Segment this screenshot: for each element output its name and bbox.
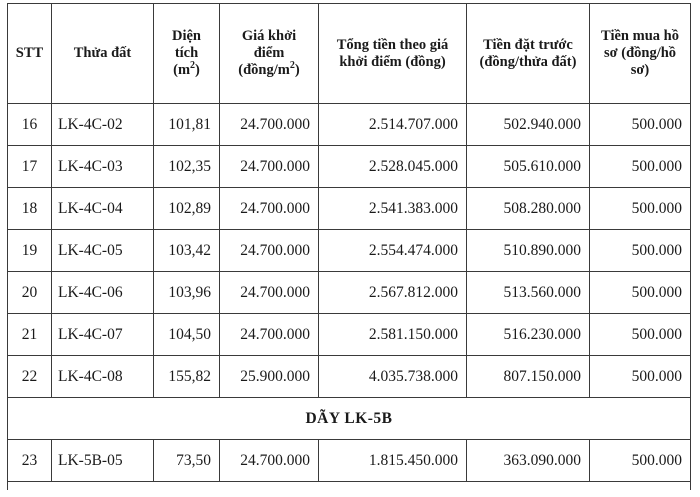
cell-thua-dat: LK-4C-07	[52, 314, 154, 356]
header-stt: STT	[8, 4, 52, 104]
cell-gia-khoi-diem: 24.700.000	[220, 104, 319, 146]
header-tien-mua-ho-so: Tiền mua hồ sơ (đồng/hồ sơ)	[590, 4, 691, 104]
cell-dien-tich: 102,89	[154, 188, 220, 230]
cell-stt: 21	[8, 314, 52, 356]
cell-tien-mua-ho-so: 500.000	[590, 356, 691, 398]
cell-dien-tich: 102,35	[154, 146, 220, 188]
cell-stt: 22	[8, 356, 52, 398]
header-tien-dat-truoc: Tiền đặt trước (đồng/thửa đất)	[467, 4, 590, 104]
cell-tien-mua-ho-so: 500.000	[590, 230, 691, 272]
cell-tien-mua-ho-so: 500.000	[590, 188, 691, 230]
cell-tong-tien: 2.514.707.000	[319, 104, 467, 146]
group-row	[8, 398, 691, 440]
cell-dien-tich: 103,42	[154, 230, 220, 272]
cell-tien-dat-truoc: 807.150.000	[467, 356, 590, 398]
header-thua-dat: Thửa đất	[52, 4, 154, 104]
cell-thua-dat: LK-4C-02	[52, 104, 154, 146]
cell-tien-mua-ho-so: 500.000	[590, 104, 691, 146]
cell-thua-dat: LK-4C-04	[52, 188, 154, 230]
cell-tien-mua-ho-so: 500.000	[590, 146, 691, 188]
table-row	[8, 104, 691, 146]
header-gia-khoi-diem: Giá khởi điểm $(đồng/m^2)$	[220, 4, 319, 104]
land-auction-table	[7, 3, 691, 490]
cell-tong-tien: 1.815.450.000	[319, 440, 467, 482]
table-row	[8, 356, 691, 398]
header-row	[8, 4, 691, 104]
cell-gia-khoi-diem: 24.700.000	[220, 146, 319, 188]
header-tong-tien: Tổng tiền theo giá khởi điểm (đồng)	[319, 4, 467, 104]
cell-dien-tich: 73,50	[154, 440, 220, 482]
table-row	[8, 230, 691, 272]
cell-dien-tich: 104,50	[154, 314, 220, 356]
table-row	[8, 314, 691, 356]
cell-tong-tien: 2.528.045.000	[319, 146, 467, 188]
cell-gia-khoi-diem: 24.700.000	[220, 230, 319, 272]
cell-thua-dat: LK-4C-08	[52, 356, 154, 398]
cell-tong-tien: 2.567.812.000	[319, 272, 467, 314]
cell-tien-dat-truoc: 516.230.000	[467, 314, 590, 356]
cell-gia-khoi-diem: 24.700.000	[220, 440, 319, 482]
cell-tien-mua-ho-so: 500.000	[590, 314, 691, 356]
cell-tien-dat-truoc: 363.090.000	[467, 440, 590, 482]
cell-thua-dat: LK-4C-03	[52, 146, 154, 188]
table-continuation	[8, 482, 691, 491]
table-row	[8, 146, 691, 188]
cell-stt: 23	[8, 440, 52, 482]
cell-stt: 20	[8, 272, 52, 314]
cell-gia-khoi-diem: 25.900.000	[220, 356, 319, 398]
cell-dien-tich: 101,81	[154, 104, 220, 146]
cell-tien-dat-truoc: 508.280.000	[467, 188, 590, 230]
cell-tong-tien: 2.541.383.000	[319, 188, 467, 230]
table-continuation-cell	[8, 482, 691, 491]
cell-gia-khoi-diem: 24.700.000	[220, 272, 319, 314]
cell-stt: 17	[8, 146, 52, 188]
table-row	[8, 440, 691, 482]
cell-gia-khoi-diem: 24.700.000	[220, 188, 319, 230]
cell-tien-dat-truoc: 502.940.000	[467, 104, 590, 146]
cell-stt: 18	[8, 188, 52, 230]
cell-stt: 16	[8, 104, 52, 146]
cell-thua-dat: LK-4C-05	[52, 230, 154, 272]
cell-tien-mua-ho-so: 500.000	[590, 440, 691, 482]
cell-tien-dat-truoc: 513.560.000	[467, 272, 590, 314]
cell-tien-dat-truoc: 505.610.000	[467, 146, 590, 188]
cell-tong-tien: 2.554.474.000	[319, 230, 467, 272]
cell-tong-tien: 4.035.738.000	[319, 356, 467, 398]
cell-tien-mua-ho-so: 500.000	[590, 272, 691, 314]
header-dien-tich: Diện tích $(m^2)$	[154, 4, 220, 104]
cell-thua-dat: LK-5B-05	[52, 440, 154, 482]
cell-tien-dat-truoc: 510.890.000	[467, 230, 590, 272]
cell-stt: 19	[8, 230, 52, 272]
cell-tong-tien: 2.581.150.000	[319, 314, 467, 356]
table-row	[8, 188, 691, 230]
group-label: DÃY LK-5B	[8, 398, 691, 440]
cell-thua-dat: LK-4C-06	[52, 272, 154, 314]
table-row	[8, 272, 691, 314]
cell-dien-tich: 155,82	[154, 356, 220, 398]
cell-gia-khoi-diem: 24.700.000	[220, 314, 319, 356]
cell-dien-tich: 103,96	[154, 272, 220, 314]
